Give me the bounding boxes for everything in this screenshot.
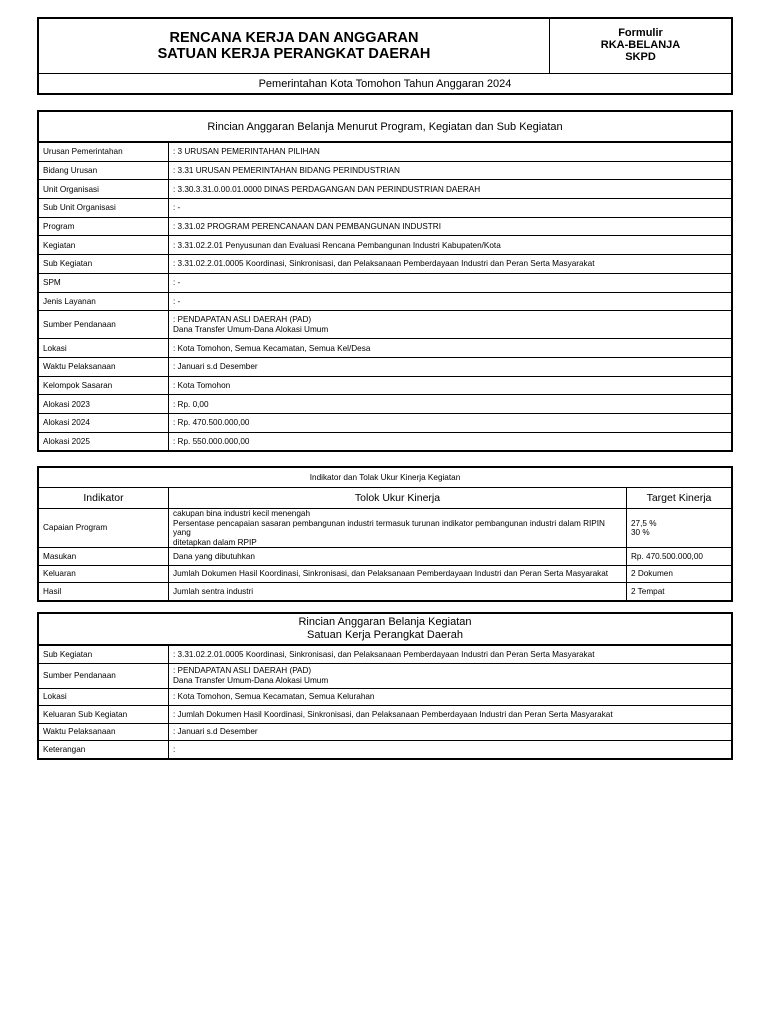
- target-line: 30 %: [631, 528, 650, 537]
- activity-detail-table: [38, 645, 732, 759]
- row-label: Kegiatan: [39, 236, 169, 255]
- indicator-target: 2 Tempat: [627, 583, 732, 601]
- indicator-name: Capaian Program: [39, 509, 169, 548]
- caption-line-1: Rincian Anggaran Belanja Kegiatan: [298, 616, 472, 628]
- row-label: Kelompok Sasaran: [39, 376, 169, 395]
- table-row: [39, 548, 732, 566]
- indicator-box: [37, 466, 733, 602]
- activity-detail-caption: [39, 614, 732, 645]
- table-row: [39, 236, 732, 255]
- program-detail-caption: Rincian Anggaran Belanja Menurut Program, Kegiatan dan Sub Kegiatan: [39, 112, 732, 142]
- table-row: [39, 663, 732, 688]
- caption-line-2: Satuan Kerja Perangkat Daerah: [307, 629, 463, 641]
- table-row: [39, 217, 732, 236]
- target-line: 27,5 %: [631, 518, 657, 528]
- row-value: : 3.31.02 PROGRAM PERENCANAAN DAN PEMBANGUNAN INDUSTRI: [169, 217, 732, 236]
- table-row: [39, 509, 732, 548]
- measure-line: ditetapkan dalam RPIP: [173, 537, 257, 547]
- indicator-table: [38, 467, 732, 601]
- row-value: : Kota Tomohon: [169, 376, 732, 395]
- activity-detail-box: [37, 612, 733, 760]
- row-value: : -: [169, 292, 732, 311]
- row-value: : 3.31.02.2.01.0005 Koordinasi, Sinkronisasi, dan Pelaksanaan Pemberdayaan Industri dan Peran Serta Masyarakat: [169, 646, 732, 664]
- row-label: Program: [39, 217, 169, 236]
- table-row: [39, 311, 732, 339]
- row-label: Unit Organisasi: [39, 180, 169, 199]
- table-row: [39, 432, 732, 451]
- table-row: [39, 646, 732, 664]
- table-row: [39, 413, 732, 432]
- document-title: [39, 19, 550, 74]
- form-unit: SKPD: [625, 51, 656, 63]
- row-value: : Kota Tomohon, Semua Kecamatan, Semua Kelurahan: [169, 688, 732, 706]
- row-label: Sumber Pendanaan: [39, 311, 169, 339]
- table-row: [39, 723, 732, 741]
- row-label: Jenis Layanan: [39, 292, 169, 311]
- fiscal-year-subtitle: Pemerintahan Kota Tomohon Tahun Anggaran 2024: [39, 74, 732, 94]
- table-row: [39, 273, 732, 292]
- indicator-caption: Indikator dan Tolak Ukur Kinerja Kegiatan: [39, 468, 732, 488]
- indicator-measure: Jumlah Dokumen Hasil Koordinasi, Sinkronisasi, dan Pelaksanaan Pemberdayaan Industri dan Peran Serta Masyarakat: [169, 565, 627, 583]
- table-row: [39, 583, 732, 601]
- row-label: Urusan Pemerintahan: [39, 143, 169, 162]
- funding-source-secondary: Dana Transfer Umum-Dana Alokasi Umum: [173, 675, 329, 685]
- row-label: Sub Kegiatan: [39, 646, 169, 664]
- row-value: : Jumlah Dokumen Hasil Koordinasi, Sinkronisasi, dan Pelaksanaan Pemberdayaan Industri dan Peran Serta Masyarakat: [169, 706, 732, 724]
- table-row: [39, 741, 732, 759]
- row-label: Alokasi 2024: [39, 413, 169, 432]
- row-label: Alokasi 2025: [39, 432, 169, 451]
- row-label: Sub Unit Organisasi: [39, 199, 169, 218]
- table-row: [39, 376, 732, 395]
- table-row: [39, 395, 732, 414]
- table-row: [39, 706, 732, 724]
- row-value: : -: [169, 273, 732, 292]
- funding-source-secondary: Dana Transfer Umum-Dana Alokasi Umum: [173, 324, 329, 334]
- indicator-measure: Jumlah sentra industri: [169, 583, 627, 601]
- row-label: Keluaran Sub Kegiatan: [39, 706, 169, 724]
- row-value: : -: [169, 199, 732, 218]
- column-header: Indikator: [39, 488, 169, 509]
- table-row: [39, 565, 732, 583]
- table-row: [39, 255, 732, 274]
- row-value: : 3.31.02.2.01 Penyusunan dan Evaluasi Rencana Pembangunan Industri Kabupaten/Kota: [169, 236, 732, 255]
- table-row: [39, 292, 732, 311]
- program-detail-table: [38, 142, 732, 451]
- row-value: : Januari s.d Desember: [169, 357, 732, 376]
- row-label: Waktu Pelaksanaan: [39, 723, 169, 741]
- row-label: Sub Kegiatan: [39, 255, 169, 274]
- row-label: Bidang Urusan: [39, 161, 169, 180]
- row-label: Keterangan: [39, 741, 169, 759]
- row-label: Alokasi 2023: [39, 395, 169, 414]
- row-value: : Rp. 550.000.000,00: [169, 432, 732, 451]
- row-value: : 3.30.3.31.0.00.01.0000 DINAS PERDAGANGAN DAN PERINDUSTRIAN DAERAH: [169, 180, 732, 199]
- indicator-name: Keluaran: [39, 565, 169, 583]
- indicator-measure: Dana yang dibutuhkan: [169, 548, 627, 566]
- table-row: [39, 161, 732, 180]
- table-row: [39, 180, 732, 199]
- funding-source-primary: : PENDAPATAN ASLI DAERAH (PAD): [173, 315, 312, 325]
- indicator-target: Rp. 470.500.000,00: [627, 548, 732, 566]
- row-value: : 3.31 URUSAN PEMERINTAHAN BIDANG PERINDUSTRIAN: [169, 161, 732, 180]
- row-value: : Januari s.d Desember: [169, 723, 732, 741]
- row-value: : 3.31.02.2.01.0005 Koordinasi, Sinkronisasi, dan Pelaksanaan Pemberdayaan Industri dan Peran Serta Masyarakat: [169, 255, 732, 274]
- form-code: [550, 19, 732, 74]
- row-value: [169, 311, 732, 339]
- title-line-1: RENCANA KERJA DAN ANGGARAN: [169, 30, 419, 46]
- table-row: [39, 339, 732, 358]
- table-row: [39, 357, 732, 376]
- row-value: [169, 663, 732, 688]
- form-code-line: RKA-BELANJA: [600, 39, 681, 51]
- row-label: Waktu Pelaksanaan: [39, 357, 169, 376]
- indicator-name: Masukan: [39, 548, 169, 566]
- table-row: [39, 199, 732, 218]
- table-header-row: [39, 488, 732, 509]
- row-value: : Rp. 470.500.000,00: [169, 413, 732, 432]
- row-value: : Kota Tomohon, Semua Kecamatan, Semua Kel/Desa: [169, 339, 732, 358]
- table-row: [39, 688, 732, 706]
- measure-line: cakupan bina industri kecil menengah: [173, 509, 311, 518]
- row-label: Lokasi: [39, 339, 169, 358]
- table-row: [39, 143, 732, 162]
- row-label: Sumber Pendanaan: [39, 663, 169, 688]
- indicator-target: 2 Dokumen: [627, 565, 732, 583]
- indicator-name: Hasil: [39, 583, 169, 601]
- row-label: Lokasi: [39, 688, 169, 706]
- title-line-2: SATUAN KERJA PERANGKAT DAERAH: [157, 46, 431, 62]
- program-detail-box: [37, 110, 733, 452]
- row-value: :: [169, 741, 732, 759]
- column-header: Target Kinerja: [627, 488, 732, 509]
- header-box: [37, 17, 733, 95]
- column-header: Tolok Ukur Kinerja: [169, 488, 627, 509]
- indicator-measure: [169, 509, 627, 548]
- row-label: SPM: [39, 273, 169, 292]
- indicator-target: [627, 509, 732, 548]
- row-value: : 3 URUSAN PEMERINTAHAN PILIHAN: [169, 143, 732, 162]
- measure-line: Persentase pencapaian sasaran pembangunan industri termasuk turunan indikator pembangunan industri dalam RIPIN yang: [173, 518, 605, 537]
- row-value: : Rp. 0,00: [169, 395, 732, 414]
- funding-source-primary: : PENDAPATAN ASLI DAERAH (PAD): [173, 666, 312, 675]
- form-label: Formulir: [618, 27, 663, 39]
